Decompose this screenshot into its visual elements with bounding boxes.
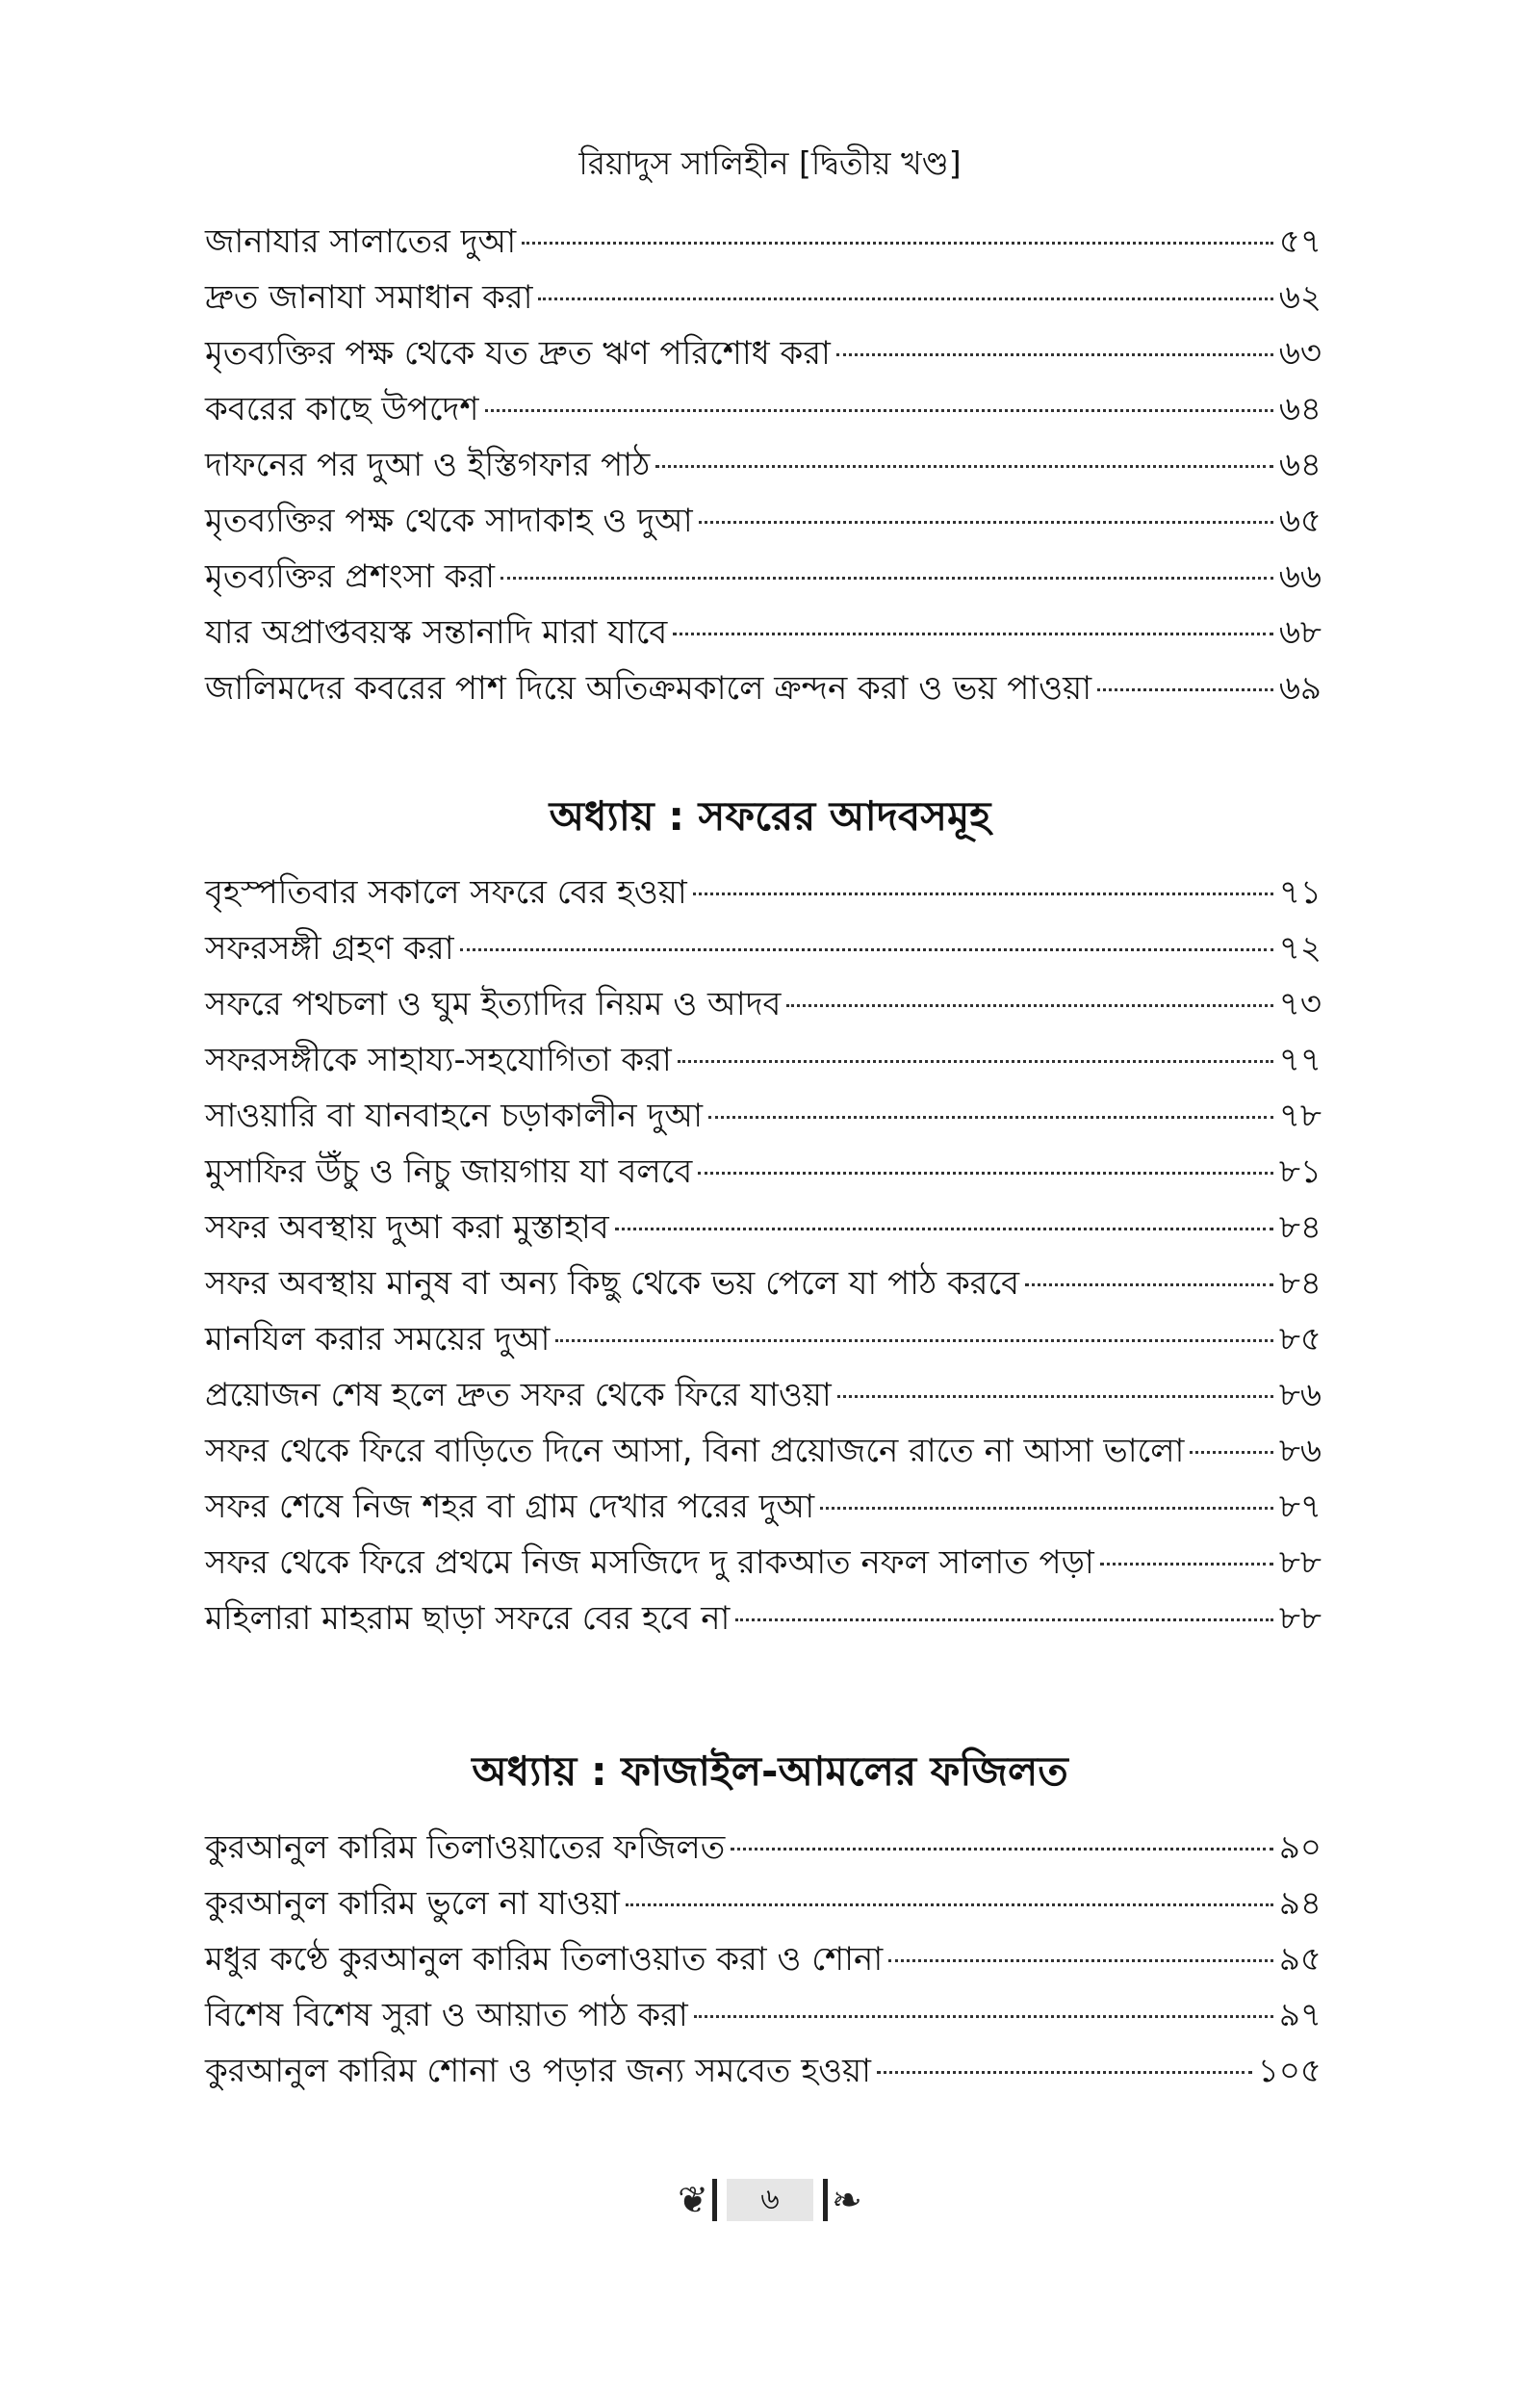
toc-entry-title: কুরআনুল কারিম শোনা ও পড়ার জন্য সমবেত হওয়া [205, 2052, 872, 2090]
toc-entry[interactable] [205, 1255, 1322, 1311]
toc-entry-title: যার অপ্রাপ্তবয়স্ক সন্তানাদি মারা যাবে [205, 613, 668, 652]
dot-leader [485, 409, 1273, 412]
toc-entry[interactable] [205, 1423, 1322, 1479]
toc-entry-page: ৭১ [1278, 873, 1322, 912]
toc-entry[interactable] [205, 1535, 1322, 1591]
dot-leader [1097, 688, 1273, 691]
dot-leader [735, 1618, 1272, 1621]
toc-entry-page: ৮১ [1278, 1152, 1322, 1191]
toc-entry[interactable] [205, 920, 1322, 976]
toc-list-continued [205, 214, 1322, 716]
toc-entry[interactable] [205, 1876, 1322, 1931]
dot-leader [708, 1116, 1273, 1119]
dot-leader [1025, 1283, 1273, 1286]
toc-entry-title: জালিমদের কবরের পাশ দিয়ে অতিক্রমকালে ক্রন্দন করা ও ভয় পাওয়া [205, 669, 1092, 708]
toc-entry-page: ৯৪ [1278, 1884, 1322, 1923]
toc-entry-title: জানাযার সালাতের দুআ [205, 222, 517, 261]
page-number: ৬ [727, 2179, 813, 2221]
toc-entry-title: কুরআনুল কারিম তিলাওয়াতের ফজিলত [205, 1828, 726, 1867]
page-footer [0, 2176, 1540, 2224]
toc-entry-title: সাওয়ারি বা যানবাহনে চড়াকালীন দুআ [205, 1097, 704, 1135]
toc-entry[interactable] [205, 437, 1322, 493]
dot-leader [678, 1060, 1273, 1063]
toc-entry-title: মৃতব্যক্তির পক্ষ থেকে যত দ্রুত ঋণ পরিশোধ করা [205, 334, 831, 373]
toc-entry-title: কুরআনুল কারিম ভুলে না যাওয়া [205, 1884, 620, 1923]
section-heading-travel: অধ্যায় : সফরের আদবসমূহ [549, 792, 991, 840]
toc-entry[interactable] [205, 1088, 1322, 1144]
toc-entry[interactable] [205, 1367, 1322, 1423]
dot-leader [1190, 1451, 1272, 1454]
toc-entry-page: ৬৬ [1278, 557, 1322, 596]
toc-entry-title: মৃতব্যক্তির প্রশংসা করা [205, 557, 496, 596]
toc-entry-title: সফরে পথচলা ও ঘুম ইত্যাদির নিয়ম ও আদব [205, 985, 782, 1023]
toc-entry-page: ৯০ [1278, 1828, 1322, 1867]
left-bar [712, 2179, 717, 2221]
dot-leader [693, 893, 1273, 895]
dot-leader [538, 298, 1272, 300]
dot-leader [500, 577, 1273, 580]
toc-entry-title: মৃতব্যক্তির পক্ষ থেকে সাদাকাহ ও দুআ [205, 502, 693, 540]
toc-entry-page: ৫৭ [1278, 222, 1322, 261]
dot-leader [673, 633, 1273, 635]
dot-leader [731, 1848, 1273, 1850]
dot-leader [698, 1172, 1273, 1175]
toc-entry-page: ৭২ [1278, 929, 1322, 968]
toc-entry-page: ৮৫ [1278, 1320, 1322, 1359]
toc-entry-page: ৮৮ [1278, 1543, 1322, 1582]
toc-entry-page: ৬৩ [1278, 334, 1322, 373]
dot-leader [694, 2015, 1273, 2018]
dot-leader [786, 1004, 1272, 1007]
toc-entry-title: বিশেষ বিশেষ সুরা ও আয়াত পাঠ করা [205, 1996, 688, 2034]
toc-entry-title: সফরসঙ্গীকে সাহায্য-সহযোগিতা করা [205, 1041, 672, 1079]
toc-entry[interactable] [205, 1987, 1322, 2043]
toc-entry-page: ৬৯ [1278, 669, 1322, 708]
toc-entry-title: মধুর কণ্ঠে কুরআনুল কারিম তিলাওয়াত করা ও শোনা [205, 1940, 884, 1979]
toc-entry[interactable] [205, 1311, 1322, 1367]
right-ornament-icon: ❧ [832, 2179, 862, 2221]
toc-entry[interactable] [205, 1820, 1322, 1876]
toc-entry[interactable] [205, 381, 1322, 437]
toc-entry[interactable] [205, 1032, 1322, 1088]
toc-entry[interactable] [205, 1200, 1322, 1255]
toc-entry[interactable] [205, 1931, 1322, 1987]
toc-list-travel [205, 865, 1322, 1646]
toc-entry-page: ৮৪ [1278, 1264, 1322, 1303]
dot-leader [522, 242, 1273, 245]
toc-entry-page: ১০৫ [1257, 2052, 1322, 2090]
toc-entry-title: সফরসঙ্গী গ্রহণ করা [205, 929, 454, 968]
toc-entry[interactable] [205, 270, 1322, 325]
toc-entry[interactable] [205, 1591, 1322, 1646]
toc-entry-page: ৬৪ [1278, 390, 1322, 428]
toc-entry[interactable] [205, 976, 1322, 1032]
dot-leader [615, 1228, 1273, 1230]
toc-entry[interactable] [205, 214, 1322, 270]
dot-leader [655, 465, 1273, 468]
toc-entry[interactable] [205, 1144, 1322, 1200]
toc-entry[interactable] [205, 1479, 1322, 1535]
toc-entry-title: বৃহস্পতিবার সকালে সফরে বের হওয়া [205, 873, 687, 912]
running-title: রিয়াদুস সালিহীন [দ্বিতীয় খণ্ড] [578, 144, 962, 182]
toc-entry-page: ৯৫ [1278, 1940, 1322, 1979]
dot-leader [1100, 1563, 1273, 1566]
toc-entry[interactable] [205, 605, 1322, 660]
dot-leader [820, 1507, 1273, 1510]
dot-leader [837, 1395, 1273, 1398]
toc-entry-title: দ্রুত জানাযা সমাধান করা [205, 278, 533, 317]
dot-leader [626, 1903, 1273, 1906]
toc-entry-title: মানযিল করার সময়ের দুআ [205, 1320, 551, 1359]
dot-leader [555, 1339, 1272, 1342]
toc-entry-title: সফর থেকে ফিরে বাড়িতে দিনে আসা, বিনা প্রয়োজনে রাতে না আসা ভালো [205, 1432, 1185, 1470]
left-ornament-icon: ❦ [678, 2179, 708, 2221]
dot-leader [888, 1959, 1273, 1962]
toc-entry-title: সফর থেকে ফিরে প্রথমে নিজ মসজিদে দু রাকআত নফল সালাত পড়া [205, 1543, 1094, 1582]
toc-entry-page: ৮৪ [1278, 1208, 1322, 1247]
toc-entry[interactable] [205, 493, 1322, 549]
toc-entry-title: মুসাফির উঁচু ও নিচু জায়গায় যা বলবে [205, 1152, 693, 1191]
toc-entry[interactable] [205, 660, 1322, 716]
toc-entry[interactable] [205, 865, 1322, 920]
toc-entry-page: ৮৬ [1278, 1376, 1322, 1414]
toc-entry-title: কবরের কাছে উপদেশ [205, 390, 479, 428]
toc-entry-page: ৯৭ [1278, 1996, 1322, 2034]
dot-leader [460, 948, 1273, 951]
toc-entry-title: প্রয়োজন শেষ হলে দ্রুত সফর থেকে ফিরে যাওয়া [205, 1376, 832, 1414]
dot-leader [836, 353, 1273, 356]
toc-entry[interactable] [205, 549, 1322, 605]
dot-leader [699, 521, 1273, 524]
toc-entry-page: ৬৪ [1278, 446, 1322, 484]
section-heading-virtues: অধ্যায় : ফাজাইল-আমলের ফজিলত [472, 1747, 1068, 1795]
toc-entry-page: ৬৫ [1278, 502, 1322, 540]
toc-entry-page: ৮৮ [1278, 1599, 1322, 1638]
toc-entry-title: সফর অবস্থায় মানুষ বা অন্য কিছু থেকে ভয় পেলে যা পাঠ করবে [205, 1264, 1020, 1303]
toc-entry-page: ৭৭ [1278, 1041, 1322, 1079]
toc-entry[interactable] [205, 325, 1322, 381]
toc-entry-title: দাফনের পর দুআ ও ইস্তিগফার পাঠ [205, 446, 651, 484]
toc-entry[interactable] [205, 2043, 1322, 2099]
toc-entry-page: ৭৮ [1278, 1097, 1322, 1135]
toc-entry-title: সফর অবস্থায় দুআ করা মুস্তাহাব [205, 1208, 609, 1247]
toc-entry-page: ৬৮ [1278, 613, 1322, 652]
toc-list-virtues [205, 1820, 1322, 2099]
right-bar [823, 2179, 828, 2221]
toc-entry-page: ৬২ [1278, 278, 1322, 317]
toc-entry-page: ৭৩ [1278, 985, 1322, 1023]
toc-entry-page: ৮৬ [1278, 1432, 1322, 1470]
toc-entry-title: মহিলারা মাহরাম ছাড়া সফরে বের হবে না [205, 1599, 731, 1638]
toc-entry-page: ৮৭ [1278, 1488, 1322, 1526]
toc-entry-title: সফর শেষে নিজ শহর বা গ্রাম দেখার পরের দুআ [205, 1488, 815, 1526]
dot-leader [877, 2071, 1252, 2074]
